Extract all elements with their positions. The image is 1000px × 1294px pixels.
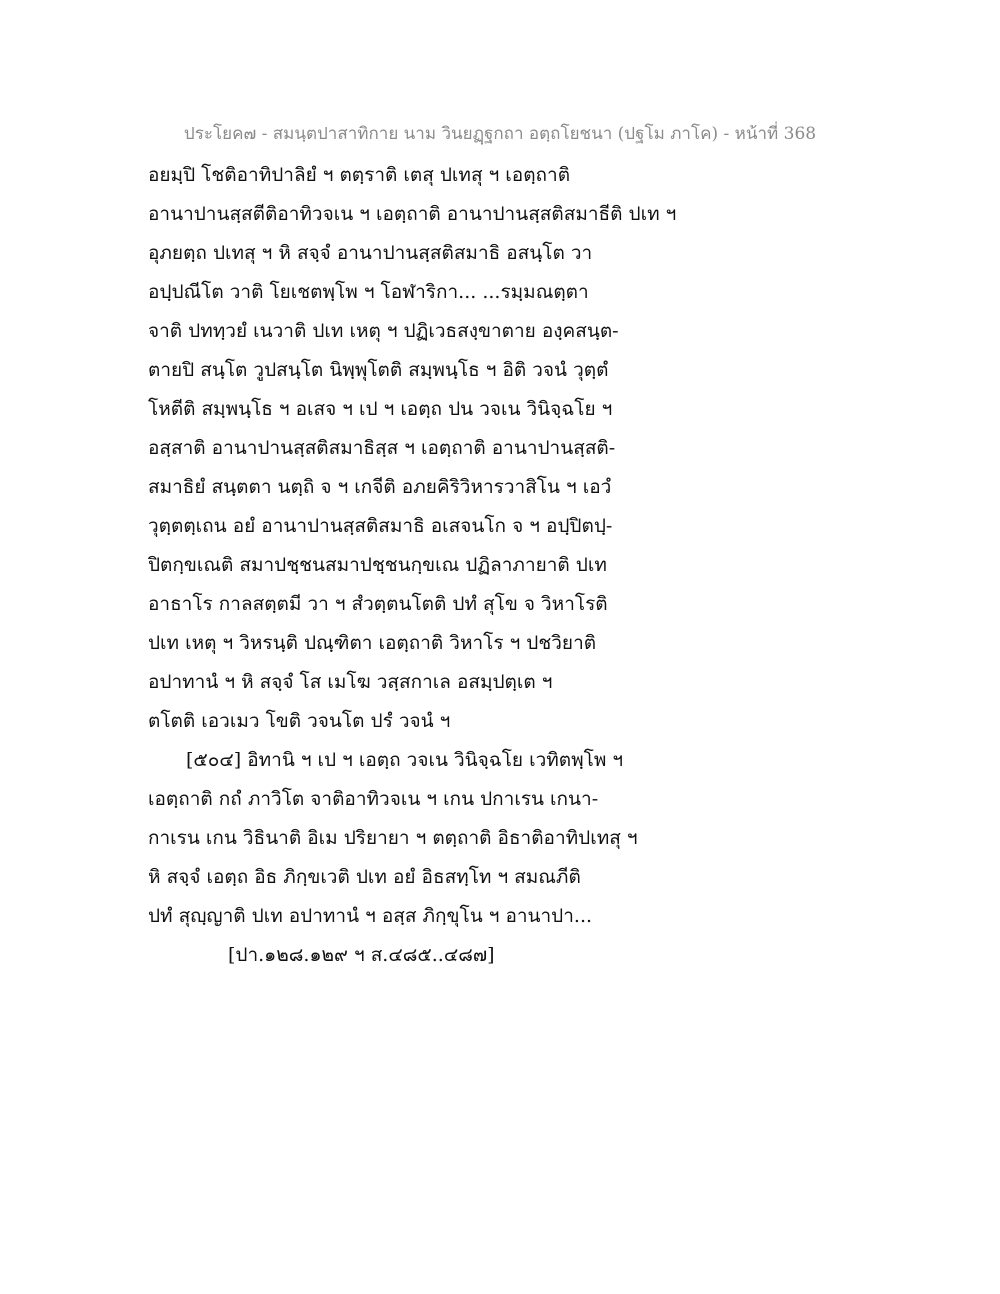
text-line: อยมฺปิ โชติอาทิปาลิยํ ฯ ตตฺราติ เตสุ ปเทสุ ฯ เอตฺถาติ bbox=[148, 164, 571, 186]
text-line: จาติ ปททฺวยํ เนวาติ ปเท เหตุ ฯ ปฏิเวธสงฺขาตาย องฺคสนฺต- bbox=[148, 320, 619, 342]
text-line: ตายปิ สนฺโต วูปสนฺโต นิพฺพุโตติ สมฺพนฺโธ ฯ อิติ วจนํ วุตฺตํ bbox=[148, 359, 609, 381]
page-body bbox=[148, 156, 868, 975]
text-line: อสฺสาติ อานาปานสฺสติสมาธิสฺส ฯ เอตฺถาติ อานาปานสฺสติ- bbox=[148, 437, 616, 459]
page-reference: [ปา.๑๒๘.๑๒๙ ฯ ส.๔๘๕..๔๘๗] bbox=[228, 944, 495, 966]
text-line: ปิตกฺขเณติ สมาปชฺชนสมาปชฺชนกฺขเณ ปฏิลาภายาติ ปเท bbox=[148, 554, 607, 576]
text-line: สมาธิยํ สนฺตตา นตฺถิ จ ฯ เกจีติ อภยคิริวิหารวาสิโน ฯ เอวํ bbox=[148, 476, 612, 498]
text-line: อาธาโร กาลสตฺตมี วา ฯ สํวตฺตนโตติ ปทํ สุโข จ วิหาโรติ bbox=[148, 593, 608, 615]
text-line: อปาทานํ ฯ หิ สจฺจํ โส เมโฆ วสฺสกาเล อสมฺปตฺเต ฯ bbox=[148, 671, 553, 693]
text-line: อานาปานสฺสตีติอาทิวจเน ฯ เอตฺถาติ อานาปานสฺสติสมาธีติ ปเท ฯ bbox=[148, 203, 677, 225]
text-line: เอตฺถาติ กถํ ภาวิโต จาติอาทิวจเน ฯ เกน ปกาเรน เกนา- bbox=[148, 788, 599, 810]
text-line: กาเรน เกน วิธินาติ อิเม ปริยายา ฯ ตตฺถาติ อิธาติอาทิปเทสุ ฯ bbox=[148, 827, 638, 849]
text-line: วุตฺตตฺเถน อยํ อานาปานสฺสติสมาธิ อเสจนโก จ ฯ อปฺปิตปฺ- bbox=[148, 515, 613, 537]
text-line: หิ สจฺจํ เอตฺถ อิธ ภิกฺขเวติ ปเท อยํ อิธสทฺโท ฯ สมณภีติ bbox=[148, 866, 581, 888]
text-line: ตโตติ เอวเมว โขติ วจนโต ปรํ วจนํ ฯ bbox=[148, 710, 451, 732]
text-line: ปทํ สุญฺญาติ ปเท อปาทานํ ฯ อสฺส ภิกฺขุโน ฯ อานาปา... bbox=[148, 905, 593, 927]
text-line: ปเท เหตุ ฯ วิหรนฺติ ปณฺฑิตา เอตฺถาติ วิหาโร ฯ ปชวิยาติ bbox=[148, 632, 597, 654]
text-line: อปฺปณีโต วาติ โยเชตพฺโพ ฯ โอฬาริกา... ...รมฺมณตฺตา bbox=[148, 281, 589, 303]
text-line: โหตีติ สมฺพนฺโธ ฯ อเสจ ฯ เป ฯ เอตฺถ ปน วจเน วินิจฺฉโย ฯ bbox=[148, 398, 613, 420]
page-header: ประโยค๗ - สมนฺตปาสาทิกาย นาม วินยฏฺฐกถา อตฺถโยชนา (ปฐโม ภาโค) - หน้าที่ 368 bbox=[183, 124, 817, 144]
paragraph-start-line: [๕๐๔] อิทานิ ฯ เป ฯ เอตฺถ วจเน วินิจฺฉโย เวทิตพฺโพ ฯ bbox=[186, 749, 624, 771]
text-line: อุภยตฺถ ปเทสุ ฯ หิ สจฺจํ อานาปานสฺสติสมาธิ อสนฺโต วา bbox=[148, 242, 593, 264]
